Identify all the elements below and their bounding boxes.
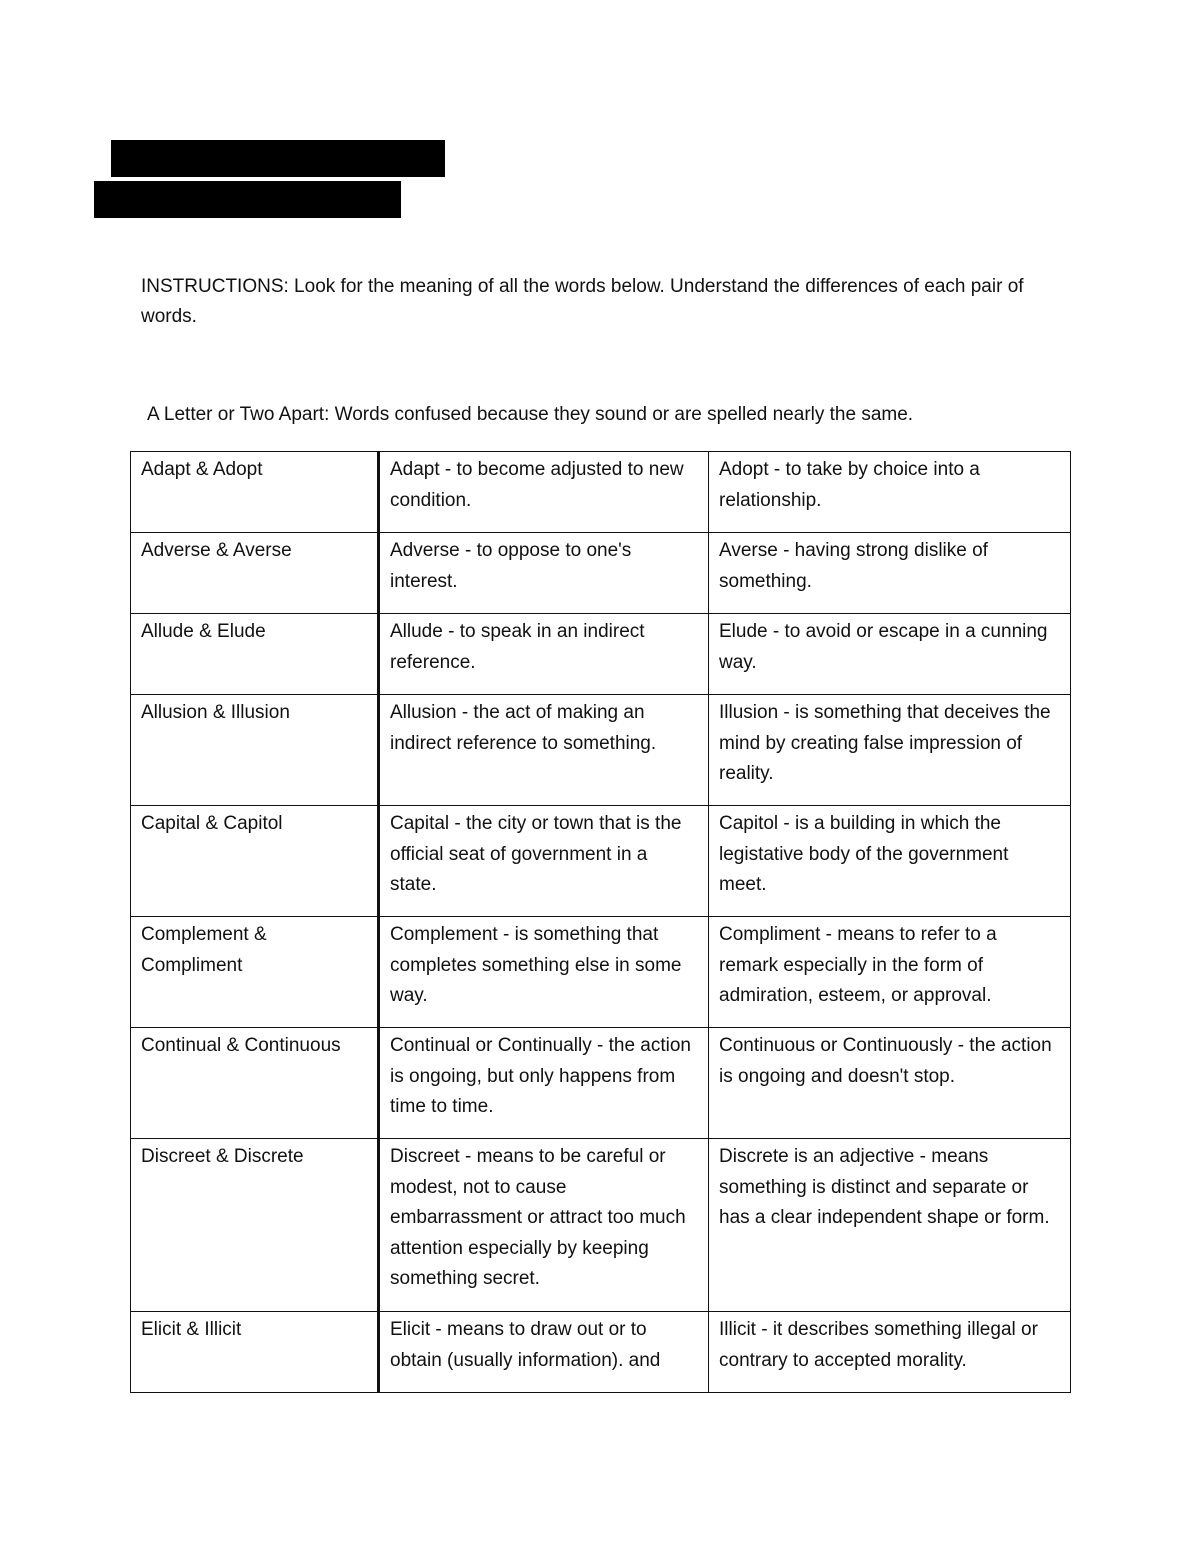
word-pair-cell: Capital & Capitol: [131, 806, 379, 917]
section-title: A Letter or Two Apart: Words confused because they sound or are spelled nearly the same.: [147, 404, 914, 425]
instructions-text: INSTRUCTIONS: Look for the meaning of all the words below. Understand the differences of each pair of words.: [141, 276, 1024, 327]
second-definition-cell: Discrete is an adjective - means something is distinct and separate or has a clear independent shape or form.: [709, 1139, 1071, 1312]
table-row: [131, 1312, 1071, 1393]
first-definition-cell: Capital - the city or town that is the official seat of government in a state.: [379, 806, 709, 917]
second-definition-cell: Compliment - means to refer to a remark especially in the form of admiration, esteem, or approval.: [709, 917, 1071, 1028]
word-pair-cell: Allusion & Illusion: [131, 695, 379, 806]
second-definition-cell: Elude - to avoid or escape in a cunning way.: [709, 614, 1071, 695]
table-row: [131, 533, 1071, 614]
word-pair-cell: Discreet & Discrete: [131, 1139, 379, 1312]
word-pair-cell: Continual & Continuous: [131, 1028, 379, 1139]
word-pairs-table: [130, 451, 1071, 1393]
second-definition-cell: Averse - having strong dislike of something.: [709, 533, 1071, 614]
word-pair-cell: Adverse & Averse: [131, 533, 379, 614]
redaction-bar: [94, 181, 401, 218]
second-definition-cell: Illusion - is something that deceives the mind by creating false impression of reality.: [709, 695, 1071, 806]
first-definition-cell: Allusion - the act of making an indirect reference to something.: [379, 695, 709, 806]
table-row: [131, 1028, 1071, 1139]
first-definition-cell: Elicit - means to draw out or to obtain (usually information). and: [379, 1312, 709, 1393]
table-row: [131, 1139, 1071, 1312]
first-definition-cell: Discreet - means to be careful or modest, not to cause embarrassment or attract too much attention especially by keeping something secret.: [379, 1139, 709, 1312]
second-definition-cell: Adopt - to take by choice into a relationship.: [709, 452, 1071, 533]
word-pair-cell: Adapt & Adopt: [131, 452, 379, 533]
redaction-bar: [111, 140, 445, 177]
first-definition-cell: Complement - is something that completes something else in some way.: [379, 917, 709, 1028]
table-row: [131, 614, 1071, 695]
second-definition-cell: Capitol - is a building in which the legistative body of the government meet.: [709, 806, 1071, 917]
table-row: [131, 806, 1071, 917]
second-definition-cell: Illicit - it describes something illegal or contrary to accepted morality.: [709, 1312, 1071, 1393]
first-definition-cell: Adverse - to oppose to one's interest.: [379, 533, 709, 614]
first-definition-cell: Continual or Continually - the action is ongoing, but only happens from time to time.: [379, 1028, 709, 1139]
word-pair-cell: Complement & Compliment: [131, 917, 379, 1028]
table-row: [131, 452, 1071, 533]
word-pair-cell: Elicit & Illicit: [131, 1312, 379, 1393]
first-definition-cell: Allude - to speak in an indirect reference.: [379, 614, 709, 695]
table-row: [131, 917, 1071, 1028]
first-definition-cell: Adapt - to become adjusted to new condition.: [379, 452, 709, 533]
word-pair-cell: Allude & Elude: [131, 614, 379, 695]
table-row: [131, 695, 1071, 806]
second-definition-cell: Continuous or Continuously - the action is ongoing and doesn't stop.: [709, 1028, 1071, 1139]
